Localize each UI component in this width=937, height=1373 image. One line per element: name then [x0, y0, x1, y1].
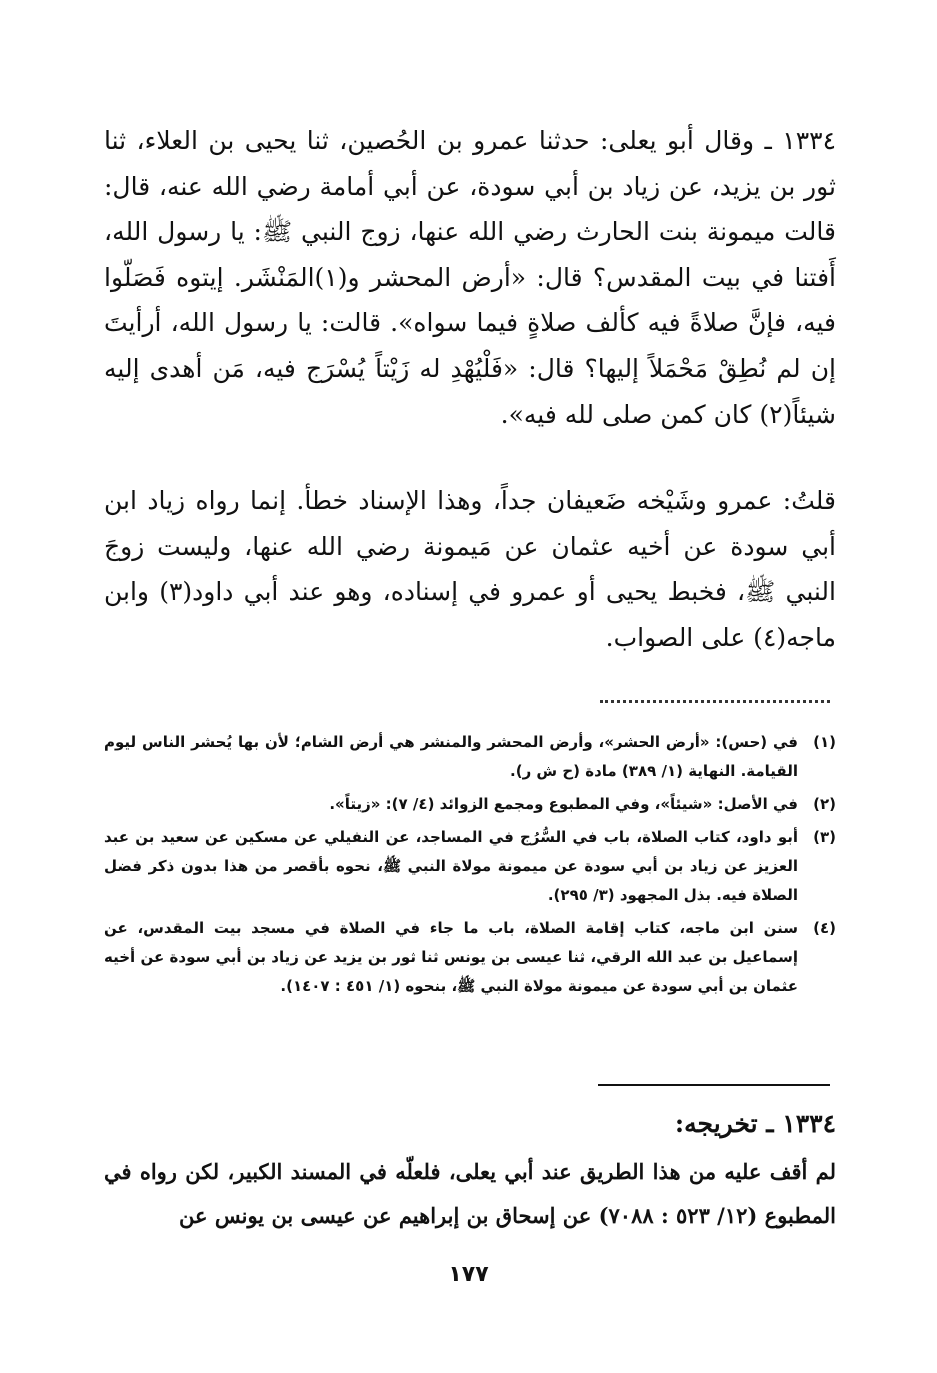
section-divider	[598, 1084, 830, 1086]
commentary-block	[104, 478, 836, 660]
footnote-number: (١)	[813, 733, 836, 751]
hadith-text-block	[104, 118, 836, 437]
commentary-paragraph: قلتُ: عمرو وشَيْخه ضَعيفان جداً، وهذا الإسناد خطأ. إنما رواه زياد ابن أبي سودة عن أخيه عثمان عن مَيمونة رضي الله عنها، وليست زوجَ النبي ﷺ، فخبط يحيى أو عمرو في إسناده، وهو عند أبي داود(٣) وابن ماجه(٤) على الصواب.	[104, 486, 836, 652]
footnote-text: سنن ابن ماجه، كتاب إقامة الصلاة، باب ما جاء في الصلاة في مسجد بيت المقدس، عن إسماعيل بن عبد الله الرقي، ثنا عيسى بن يونس ثنا ثور بن يزيد عن زياد بن أبي سودة عن أخيه عثمان بن أبي سودة عن ميمونة مولاة النبي ﷺ، بنحوه (١/ ٤٥١ : ١٤٠٧).	[104, 919, 798, 995]
footnote	[104, 823, 836, 910]
footnote-number: (٢)	[813, 795, 836, 813]
footnote-separator	[600, 700, 830, 703]
footnotes	[104, 728, 836, 1005]
takhrij-section	[104, 1102, 836, 1238]
hadith-paragraph: ١٣٣٤ ـ وقال أبو يعلى: حدثنا عمرو بن الحُصين، ثنا يحيى بن العلاء، ثنا ثور بن يزيد، عن زياد بن أبي سودة، عن أبي أمامة رضي الله عنه، قال: قالت ميمونة بنت الحارث رضي الله عنها، زوج النبي ﷺ: يا رسول الله، أَفتنا في بيت المقدس؟ قال: «أرض المحشر و(١)المَنْشَر. إيتوه فَصَلّوا فيه، فإنَّ صلاةً فيه كألف صلاةٍ فيما سواه». قالت: يا رسول الله، أرأيتَ إن لم نُطِقْ مَحْمَلاً إليها؟ قال: «فَلْيُهْدِ له زَيْتاً يُسْرَج فيه، مَن أهدى إليه شيئاً(٢) كان كمن صلى لله فيه».	[104, 126, 836, 429]
takhrij-text: لم أقف عليه من هذا الطريق عند أبي يعلى، فلعلّه في المسند الكبير، لكن رواه في المطبوع (١٢/ ٥٢٣ : ٧٠٨٨) عن إسحاق بن إبراهيم عن عيسى بن يونس عن	[104, 1159, 836, 1228]
footnote-number: (٣)	[813, 828, 836, 846]
page-number: ١٧٧	[448, 1262, 489, 1287]
footnote-text: في (حس): «أرض الحشر»، وأرض المحشر والمنشر هي أرض الشام؛ لأن بها يُحشر الناس ليوم القيامة. النهاية (١/ ٣٨٩) مادة (ح ش ر).	[104, 733, 798, 780]
footnote	[104, 914, 836, 1001]
footnote-number: (٤)	[813, 919, 836, 937]
footnote	[104, 728, 836, 786]
footnote-text: في الأصل: «شيئاً»، وفي المطبوع ومجمع الزوائد (٤/ ٧): «زيتاً».	[329, 795, 798, 813]
footnote	[104, 790, 836, 819]
takhrij-heading: ١٣٣٤ ـ تخريجه:	[674, 1109, 836, 1138]
footnote-text: أبو داود، كتاب الصلاة، باب في السُّرُج في المساجد، عن النفيلي عن مسكين عن سعيد بن عبد العزيز عن زياد بن أبي سودة عن ميمونة مولاة النبي ﷺ، نحوه بأقصر من هذا بدون ذكر فضل الصلاة فيه. بذل المجهود (٣/ ٢٩٥).	[104, 828, 798, 904]
